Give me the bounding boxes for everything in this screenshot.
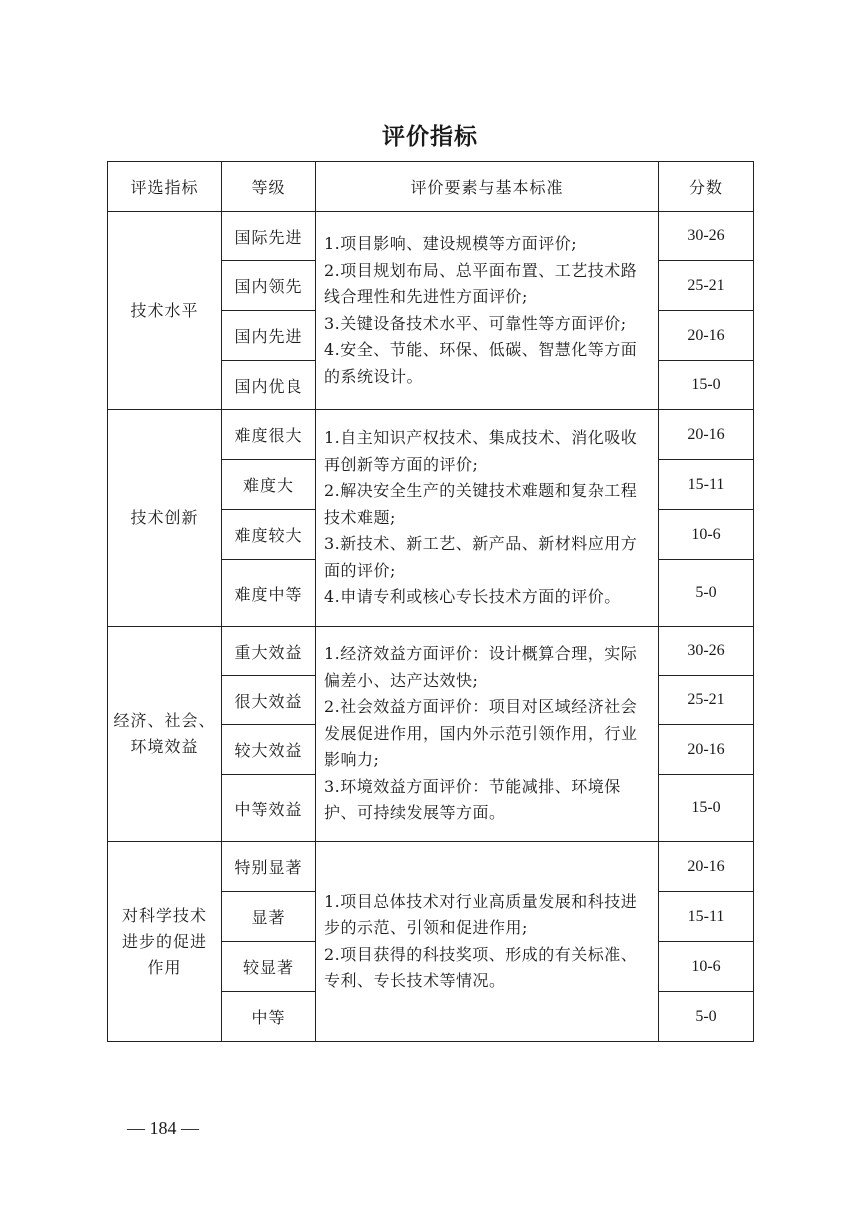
header-indicator: 评选指标 [108, 162, 222, 212]
criteria-item: 2.项目获得的科技奖项、形成的有关标准、专利、专长技术等情况。 [324, 944, 638, 990]
criteria-item: 4.安全、节能、环保、低碳、智慧化等方面的系统设计。 [324, 340, 638, 386]
grade-cell: 难度较大 [222, 510, 316, 560]
grade-cell: 国内先进 [222, 311, 316, 361]
page-number: — 184 — [127, 1118, 199, 1138]
criteria-item: 4.申请专利或核心专长技术方面的评价。 [324, 587, 621, 607]
evaluation-table [107, 161, 754, 1042]
criteria-item: 3.关键设备技术水平、可靠性等方面评价; [324, 313, 627, 333]
score-cell: 15-0 [659, 775, 754, 842]
grade-cell: 国内领先 [222, 261, 316, 311]
score-cell: 30-26 [659, 212, 754, 261]
grade-cell: 较大效益 [222, 725, 316, 775]
indicator-sci-tech-progress [108, 842, 222, 1042]
indicator-line: 技术水平 [130, 300, 199, 320]
table-row [108, 842, 754, 892]
header-row [108, 162, 754, 212]
score-cell: 5-0 [659, 992, 754, 1042]
score-cell: 20-16 [659, 311, 754, 361]
grade-cell: 国际先进 [222, 212, 316, 261]
criteria-item: 1.项目影响、建设规模等方面评价; [324, 234, 578, 253]
grade-cell: 难度大 [222, 460, 316, 510]
score-cell: 5-0 [659, 560, 754, 627]
score-cell: 30-26 [659, 627, 754, 676]
indicator-line: 经济、社会、 [113, 711, 216, 730]
grade-cell: 难度很大 [222, 410, 316, 460]
indicator-benefits [108, 627, 222, 842]
criteria-item: 1.经济效益方面评价：设计概算合理，实际偏差小、达产达效快; [324, 644, 638, 690]
score-cell: 15-11 [659, 892, 754, 942]
header-grade: 等级 [222, 162, 316, 212]
criteria-sci-tech-progress [316, 842, 659, 1042]
criteria-item: 1.自主知识产权技术、集成技术、消化吸收再创新等方面的评价; [324, 428, 638, 474]
score-cell: 15-11 [659, 460, 754, 510]
criteria-benefits [316, 627, 659, 842]
score-cell: 10-6 [659, 510, 754, 560]
indicator-line: 环境效益 [130, 737, 199, 756]
indicator-line: 作用 [147, 957, 182, 977]
criteria-technical-innovation [316, 410, 659, 627]
table-row [108, 410, 754, 460]
indicator-line: 进步的促进 [121, 931, 207, 951]
table-body [108, 212, 754, 1042]
indicator-line: 技术创新 [130, 508, 199, 527]
grade-cell: 中等 [222, 992, 316, 1042]
table-row [108, 212, 754, 261]
grade-cell: 较显著 [222, 942, 316, 992]
criteria-item: 3.环境效益方面评价：节能减排、环境保护、可持续发展等方面。 [324, 776, 621, 823]
criteria-item: 2.社会效益方面评价：项目对区域经济社会发展促进作用，国内外示范引领作用，行业影响力; [324, 697, 638, 770]
criteria-item: 3.新技术、新工艺、新产品、新材料应用方面的评价; [324, 534, 638, 580]
score-cell: 25-21 [659, 261, 754, 311]
header-criteria: 评价要素与基本标准 [316, 162, 659, 212]
grade-cell: 很大效益 [222, 676, 316, 725]
grade-cell: 国内优良 [222, 361, 316, 410]
page-title: 评价指标 [382, 124, 478, 150]
indicator-line: 对科学技术 [121, 905, 207, 925]
grade-cell: 中等效益 [222, 775, 316, 842]
header-score: 分数 [659, 162, 754, 212]
score-cell: 20-16 [659, 410, 754, 460]
criteria-item: 2.项目规划布局、总平面布置、工艺技术路线合理性和先进性方面评价; [324, 260, 638, 306]
indicator-technical-innovation [108, 410, 222, 627]
score-cell: 15-0 [659, 361, 754, 410]
criteria-item: 1.项目总体技术对行业高质量发展和科技进步的示范、引领和促进作用; [324, 891, 638, 937]
score-cell: 25-21 [659, 676, 754, 725]
score-cell: 10-6 [659, 942, 754, 992]
grade-cell: 特别显著 [222, 842, 316, 892]
grade-cell: 重大效益 [222, 627, 316, 676]
table-row [108, 627, 754, 676]
indicator-technical-level [108, 212, 222, 410]
score-cell: 20-16 [659, 725, 754, 775]
grade-cell: 难度中等 [222, 560, 316, 627]
criteria-technical-level [316, 212, 659, 410]
grade-cell: 显著 [222, 892, 316, 942]
score-cell: 20-16 [659, 842, 754, 892]
criteria-item: 2.解决安全生产的关键技术难题和复杂工程技术难题; [324, 481, 638, 527]
